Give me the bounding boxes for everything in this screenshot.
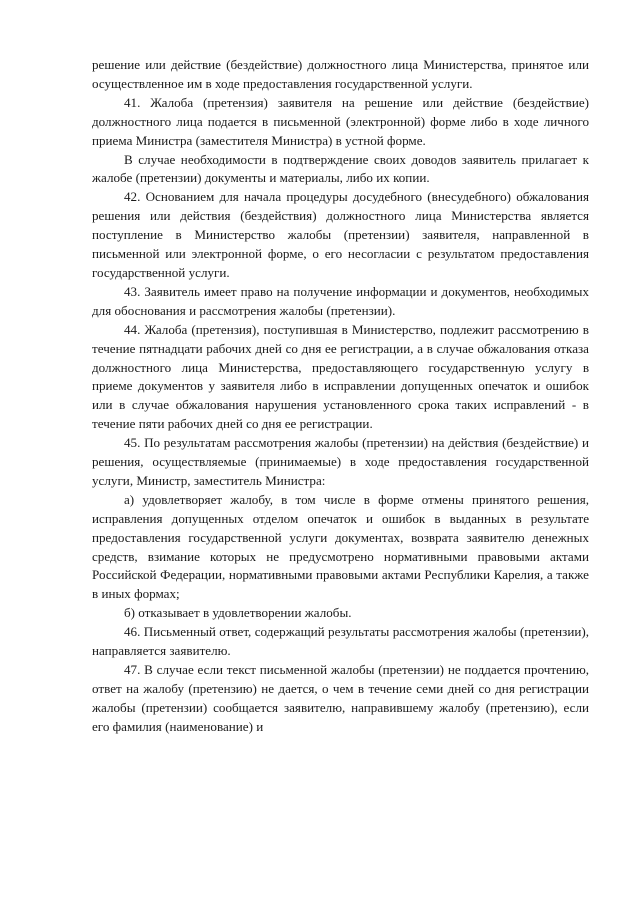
paragraph-41-supplement: В случае необходимости в подтверждение своих доводов заявитель прилагает к жалобе (претензии) документы и материалы, либо их копии. (92, 151, 589, 186)
paragraph-41: 41. Жалоба (претензия) заявителя на решение или действие (бездействие) должностного лица подается в письменной (электронной) форме либо в ходе личного приема Министра (заместителя Министра) в устной форме. (92, 94, 589, 148)
paragraph-46: 46. Письменный ответ, содержащий результаты рассмотрения жалобы (претензии), направляется заявителю. (92, 624, 589, 659)
paragraph-47: 47. В случае если текст письменной жалобы (претензии) не поддается прочтению, ответ на жалобу (претензию) не дается, о чем в течение семи дней со дня регистрации жалобы (претензии) сообщается заявителю, направившему жалобу (претензию), если его фамилия (наименование) и (92, 662, 589, 734)
paragraph-45: 45. По результатам рассмотрения жалобы (претензии) на действия (бездействие) и решения, осуществляемые (принимаемые) в ходе предоставления государственной услуги, Министр, заместитель Министра: (92, 435, 589, 488)
paragraph-44: 44. Жалоба (претензия), поступившая в Министерство, подлежит рассмотрению в течение пятнадцати рабочих дней со дня ее регистрации, а в случае обжалования отказа должностного лица Министерства, предоставляющего государственную услугу в приеме документов у заявителя либо в исправлении допущенных опечаток и ошибок или в случае обжалования нарушения установленного срока таких исправлений - в течение пяти рабочих дней со дня ее регистрации. (92, 321, 589, 432)
paragraph-42: 42. Основанием для начала процедуры досудебного (внесудебного) обжалования решения или действия (бездействия) должностного лица Министерства является поступление в Министерство жалобы (претензии) заявителя, направленной в письменной или электронной форме, о его несогласии с результатом предоставления государственной услуги. (92, 189, 589, 280)
paragraph-43: 43. Заявитель имеет право на получение информации и документов, необходимых для обоснования и рассмотрения жалобы (претензии). (92, 283, 589, 318)
document-body (92, 56, 589, 737)
paragraph-45-item-b: б) отказывает в удовлетворении жалобы. (124, 605, 352, 621)
paragraph-45-item-a: а) удовлетворяет жалобу, в том числе в форме отмены принятого решения, исправления допущенных отделом опечаток и ошибок в выданных в результате предоставления государственной услуги документах, возврата заявителю денежных средств, взимание которых не предусмотрено нормативными правовыми актами Российской Федерации, нормативными правовыми актами Республики Карелия, а также в иных формах; (92, 491, 589, 602)
paragraph-continuation: решение или действие (бездействие) должностного лица Министерства, принятое или осуществленное им в ходе предоставления государственной услуги. (92, 57, 589, 91)
